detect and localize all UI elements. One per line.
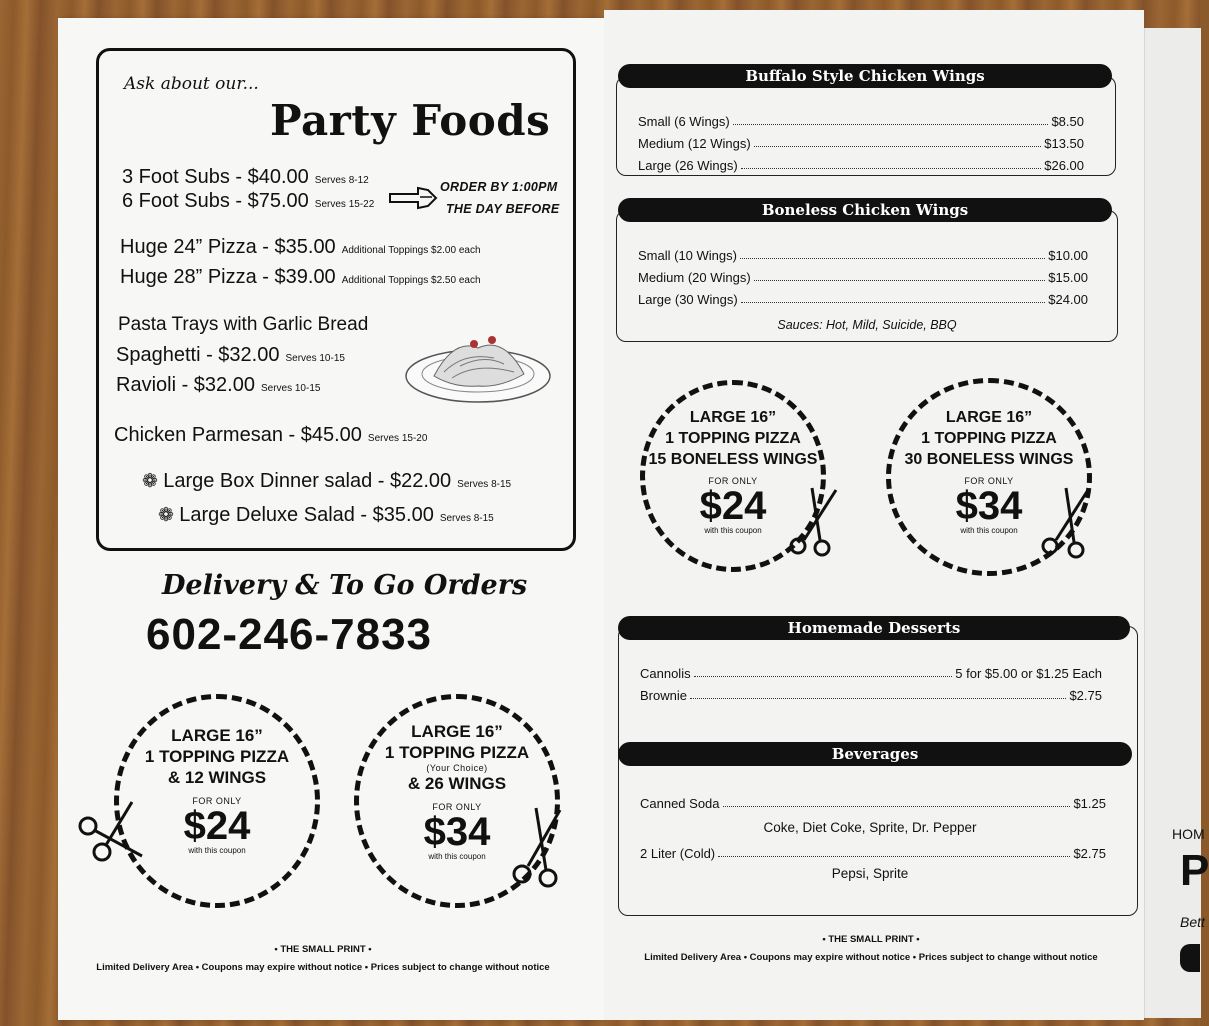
scissors-icon	[1040, 484, 1096, 560]
boneless-row: Large (30 Wings) $24.00	[638, 292, 1088, 307]
small-print-title-right: • THE SMALL PRINT •	[822, 934, 920, 945]
menu-item-24-pizza: Huge 24” Pizza - $35.00 Additional Toppings $2.00 each	[120, 236, 481, 258]
beverage-row: Canned Soda $1.25	[640, 796, 1106, 811]
pasta-heading: Pasta Trays with Garlic Bread	[118, 314, 369, 335]
flower-bullet-icon: ❁	[158, 505, 174, 526]
spaghetti-plate-icon	[404, 328, 554, 408]
coupon-for-only: FOR ONLY	[708, 476, 758, 486]
menu-item-ravioli: Ravioli - $32.00 Serves 10-15	[116, 374, 321, 396]
coupon-price: $24	[183, 804, 251, 848]
menu-item-chicken-parmesan: Chicken Parmesan - $45.00 Serves 15-20	[114, 424, 428, 446]
coupon-price: $24	[699, 484, 767, 528]
coupon-note: with this coupon	[428, 852, 486, 861]
coupon-line: 1 TOPPING PIZZA	[384, 743, 530, 762]
beverage-sub: Pepsi, Sprite	[831, 866, 909, 881]
coupon-for-only: FOR ONLY	[432, 802, 482, 812]
edge-big-letter: P	[1180, 846, 1209, 895]
coupon-line: 1 TOPPING PIZZA	[144, 747, 290, 766]
desserts-header: Homemade Desserts	[618, 616, 1130, 640]
beverage-row: 2 Liter (Cold) $2.75	[640, 846, 1106, 861]
coupon-line: 1 TOPPING PIZZA	[665, 430, 801, 447]
menu-item-6ft-subs: 6 Foot Subs - $75.00 Serves 15-22	[122, 190, 375, 212]
scissors-icon	[76, 796, 146, 866]
coupon-line: & 26 WINGS	[407, 774, 507, 793]
ask-about-text: Ask about our...	[124, 74, 259, 94]
order-note-line1: ORDER BY 1:00PM	[440, 180, 558, 194]
sauces-text: Sauces: Hot, Mild, Suicide, BBQ	[777, 318, 957, 332]
menu-item-3ft-subs: 3 Foot Subs - $40.00 Serves 8-12	[122, 166, 369, 188]
coupon-line: LARGE 16”	[411, 722, 503, 741]
coupon-price: $34	[423, 810, 491, 854]
edge-black-bar	[1180, 944, 1200, 972]
wings-row: Small (6 Wings) $8.50	[638, 114, 1084, 129]
coupon-note: with this coupon	[704, 526, 762, 535]
coupon-note: with this coupon	[188, 846, 246, 855]
phone-number: 602-246-7833	[146, 610, 433, 659]
menu-item-28-pizza: Huge 28” Pizza - $39.00 Additional Toppings $2.50 each	[120, 266, 481, 288]
boneless-header: Boneless Chicken Wings	[618, 198, 1112, 222]
coupon-for-only: FOR ONLY	[192, 796, 242, 806]
scissors-icon	[788, 484, 844, 558]
coupon-line: LARGE 16”	[689, 409, 777, 426]
coupon-choice: (Your Choice)	[426, 763, 488, 773]
party-foods-title: Party Foods	[270, 96, 551, 145]
menu-item-box-salad: ❁ Large Box Dinner salad - $22.00 Serves 8-15	[142, 470, 512, 492]
small-print-text-left: Limited Delivery Area • Coupons may expire without notice • Prices subject to change without notice	[96, 962, 550, 973]
edge-home-text: HOM	[1172, 826, 1205, 842]
flower-bullet-icon: ❁	[142, 471, 158, 492]
coupon-line: & 12 WINGS	[167, 768, 267, 787]
beverage-sub: Coke, Diet Coke, Sprite, Dr. Pepper	[763, 820, 977, 835]
boneless-row: Small (10 Wings) $10.00	[638, 248, 1088, 263]
wings-row: Large (26 Wings) $26.00	[638, 158, 1084, 173]
wings-header: Buffalo Style Chicken Wings	[618, 64, 1112, 88]
coupon-line: 15 BONELESS WINGS	[648, 451, 818, 468]
pointing-hand-icon	[388, 184, 438, 212]
menu-item-spaghetti: Spaghetti - $32.00 Serves 10-15	[116, 344, 345, 366]
small-print-text-right: Limited Delivery Area • Coupons may expire without notice • Prices subject to change without notice	[644, 952, 1098, 963]
scissors-icon	[508, 804, 568, 888]
coupon-line: 1 TOPPING PIZZA	[921, 430, 1057, 447]
small-print-title-left: • THE SMALL PRINT •	[274, 944, 372, 955]
coupon-line: LARGE 16”	[945, 409, 1033, 426]
edge-tagline: Bett	[1180, 914, 1205, 930]
dessert-row: Cannolis 5 for $5.00 or $1.25 Each	[640, 666, 1102, 681]
wings-row: Medium (12 Wings) $13.50	[638, 136, 1084, 151]
coupon-note: with this coupon	[960, 526, 1018, 535]
beverages-header: Beverages	[618, 742, 1132, 766]
coupon-price: $34	[955, 484, 1023, 528]
coupon-line: 30 BONELESS WINGS	[904, 451, 1074, 468]
coupon-line: LARGE 16”	[171, 726, 263, 745]
coupon-for-only: FOR ONLY	[964, 476, 1014, 486]
order-note-line2: THE DAY BEFORE	[446, 202, 560, 216]
boneless-row: Medium (20 Wings) $15.00	[638, 270, 1088, 285]
delivery-title: Delivery & To Go Orders	[162, 570, 528, 601]
dessert-row: Brownie $2.75	[640, 688, 1102, 703]
menu-item-deluxe-salad: ❁ Large Deluxe Salad - $35.00 Serves 8-15	[158, 504, 494, 526]
